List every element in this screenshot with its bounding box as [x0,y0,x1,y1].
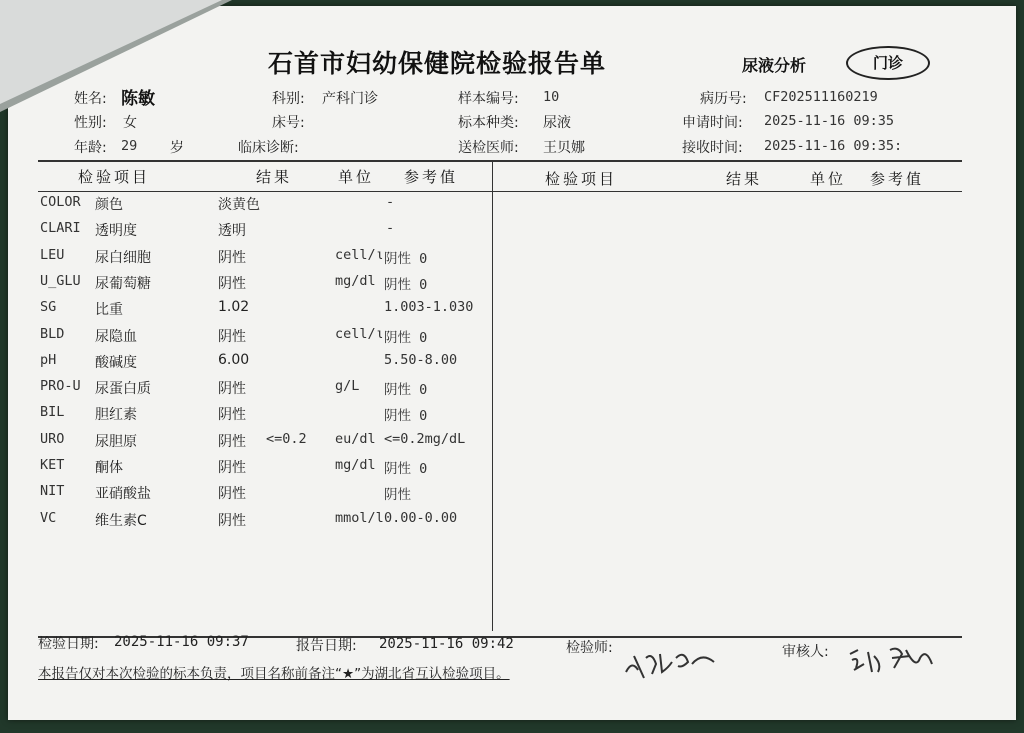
item-result: 阴性 [218,249,246,266]
age-label: 年龄: [74,140,107,156]
receive-time-label: 接收时间: [682,140,743,156]
report-title: 石首市妇幼保健院检验报告单 [268,49,607,78]
table-top-rule [38,160,962,162]
receive-time-value: 2025-11-16 09:35: [764,138,903,154]
patient-age: 29 [121,138,138,154]
doctor-value: 王贝娜 [543,140,585,156]
item-code: URO [40,430,65,447]
reviewer-label: 审核人: [782,644,829,660]
diag-label: 临床诊断: [238,140,299,156]
item-unit: cell/ι [335,246,384,263]
item-unit: mg/dl [335,272,376,289]
test-date-value: 2025-11-16 09:37 [114,634,249,650]
item-result: 阴性 [218,381,246,398]
item-result: 阴性 [218,512,246,529]
item-name: 亚硝酸盐 [95,486,151,503]
item-ref: 1.003-1.030 [384,299,474,316]
item-code: VC [40,509,57,526]
sample-no-label: 样本编号: [458,91,519,107]
item-name: 颜色 [95,197,123,213]
item-unit: eu/dl [335,430,376,447]
item-flag: <=0.2 [266,430,307,447]
header-ref: 参考值 [404,168,459,186]
item-result: 淡黄色 [218,197,260,213]
item-unit: mg/dl [335,457,376,473]
item-name: 酸碱度 [95,354,137,371]
table-row [0,510,1024,536]
item-result: 阴性 [218,486,246,503]
item-name: 尿葡萄糖 [95,275,151,292]
item-code: CLARI [40,220,81,237]
table-row [0,457,1024,483]
item-code: BLD [40,325,65,342]
table-row [0,220,1024,246]
item-name: 比重 [95,302,123,319]
outpatient-badge: 门诊 [846,46,930,80]
record-no-label: 病历号: [700,91,747,107]
tester-label: 检验师: [566,640,613,656]
header-result-right: 结果 [726,170,763,188]
disclaimer: 本报告仅对本次检验的标本负责，项目名称前备注“★”为湖北省互认检验项目。 [38,666,510,682]
item-ref: 阴性 0 [384,276,428,293]
report-date-label: 报告日期: [296,638,357,654]
item-name: 尿隐血 [95,328,137,345]
header-item-right: 检验项目 [545,170,618,188]
item-code: PRO-U [40,378,81,395]
table-row [0,483,1024,509]
item-ref: 阴性 0 [384,250,428,267]
item-code: SG [40,299,57,316]
item-name: 酮体 [95,460,123,476]
header-unit-right: 单位 [810,170,847,188]
item-result: 阴性 [218,275,246,292]
item-name: 尿蛋白质 [95,381,151,398]
folded-corner [0,0,222,104]
item-ref: 阴性 [384,487,411,504]
apply-time-label: 申请时间: [682,115,743,131]
table-row [0,194,1024,220]
patient-name: 陈敏 [121,89,155,109]
item-result: 阴性 [218,460,246,476]
item-result: 1.02 [218,299,250,316]
item-code: LEU [40,246,65,263]
item-name: 胆红素 [95,407,137,424]
item-name: 维生素C [95,512,147,529]
table-row [0,299,1024,325]
sample-no-value: 10 [543,89,560,105]
table-row [0,352,1024,378]
item-code: pH [40,351,57,368]
test-date-label: 检验日期: [38,636,99,652]
bed-label: 床号: [272,115,305,131]
item-ref: 5.50-8.00 [384,351,458,368]
item-result: 6.00 [218,351,250,368]
report-subtitle: 尿液分析 [742,56,807,75]
table-header-rule [38,191,962,192]
apply-time-value: 2025-11-16 09:35 [764,113,895,129]
item-code: COLOR [40,194,81,210]
item-result: 阴性 [218,328,246,345]
sample-type-value: 尿液 [543,115,571,131]
reviewer-signature [846,640,936,680]
item-ref: 阴性 0 [384,461,428,477]
item-ref: - [386,220,395,237]
table-row [0,326,1024,352]
sex-label: 性别: [74,115,107,131]
item-ref: 阴性 0 [384,329,428,346]
item-name: 尿白细胞 [95,249,151,266]
sample-type-label: 标本种类: [458,115,519,131]
dept-label: 科别: [272,91,305,107]
item-code: KET [40,457,65,473]
table-row [0,404,1024,430]
item-ref: - [386,194,395,210]
table-row [0,273,1024,299]
header-ref-right: 参考值 [870,170,925,188]
item-code: BIL [40,404,65,421]
item-unit: mmol/l [335,509,384,526]
item-result: 阴性 [218,433,246,450]
tester-signature [622,642,722,684]
item-result: 阴性 [218,407,246,424]
report-date-value: 2025-11-16 09:42 [379,636,514,652]
name-label: 姓名: [74,91,107,107]
item-result: 透明 [218,223,246,240]
item-code: U_GLU [40,272,81,289]
table-row [0,247,1024,273]
item-name: 尿胆原 [95,433,137,450]
record-no-value: CF202511160219 [764,89,878,105]
item-ref: 阴性 0 [384,408,428,425]
header-result: 结果 [256,168,293,186]
item-name: 透明度 [95,223,137,240]
dept-value: 产科门诊 [322,91,378,107]
item-ref: 阴性 0 [384,382,428,399]
age-unit: 岁 [170,140,184,156]
item-unit: cell/ι [335,325,384,342]
doctor-label: 送检医师: [458,140,519,156]
patient-sex: 女 [123,115,137,131]
item-ref: 0.00-0.00 [384,509,458,526]
table-row [0,378,1024,404]
item-ref: <=0.2mg/dL [384,430,466,447]
table-row [0,431,1024,457]
header-item: 检验项目 [78,168,151,186]
header-unit: 单位 [338,168,375,186]
item-unit: g/L [335,378,360,395]
item-code: NIT [40,483,65,500]
